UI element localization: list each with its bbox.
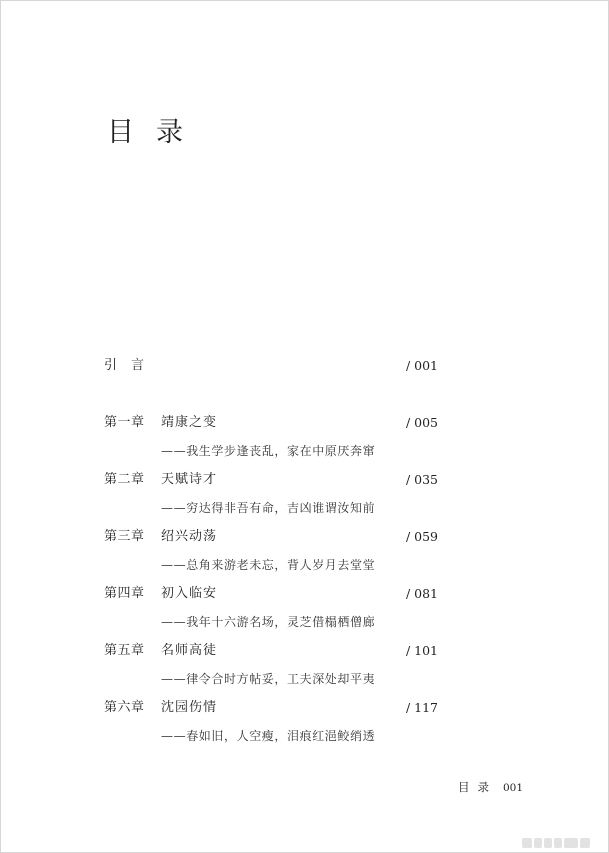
toc-subtitle-chapter-1	[104, 443, 438, 461]
toc-subtitle-chapter-4	[104, 614, 438, 632]
toc-page-number: / 059	[405, 529, 438, 544]
toc-entry-chapter-5[interactable]	[104, 643, 438, 661]
toc-chapter-number: 第六章	[104, 700, 145, 715]
toc-chapter-number: 第四章	[104, 586, 145, 601]
toc-entry-chapter-4[interactable]	[104, 586, 438, 604]
footer-page-number: 001	[503, 782, 524, 794]
toc-page-number: / 101	[405, 643, 438, 658]
toc-page-number: / 001	[405, 358, 438, 373]
toc-page-number: / 117	[405, 700, 438, 715]
toc-chapter-subtitle: ——我年十六游名场，灵芝借榻栖僧廊	[161, 615, 376, 629]
toc-chapter-title: 沈园伤情	[161, 700, 218, 715]
toc-subtitle-chapter-3	[104, 557, 438, 575]
toc-entry-chapter-1[interactable]	[104, 415, 438, 433]
toc-entry-chapter-2[interactable]	[104, 472, 438, 490]
toc-page-number: / 005	[405, 415, 438, 430]
toc-chapter-subtitle: ——我生学步逢丧乱，家在中原厌奔窜	[161, 444, 376, 458]
toc-entry-chapter-3[interactable]	[104, 529, 438, 547]
watermark-logo	[522, 832, 602, 846]
page-title: 目录	[107, 117, 205, 148]
toc-subtitle-chapter-6	[104, 728, 438, 746]
footer-label: 目录	[458, 780, 497, 794]
page-footer	[458, 779, 523, 795]
toc-chapter-subtitle: ——穷达得非吾有命，吉凶谁谓汝知前	[161, 501, 376, 515]
toc-entry-chapter-6[interactable]	[104, 700, 438, 718]
toc-chapter-subtitle: ——总角来游老未忘，背人岁月去堂堂	[161, 558, 376, 572]
toc-chapter-title: 靖康之变	[161, 415, 218, 430]
toc-subtitle-chapter-2	[104, 500, 438, 518]
toc-chapter-number: 第二章	[104, 472, 145, 487]
toc-chapter-number: 第五章	[104, 643, 145, 658]
toc-chapter-title: 天赋诗才	[161, 472, 218, 487]
toc-intro-label: 引言	[104, 358, 159, 373]
toc-entry-intro[interactable]	[104, 358, 438, 376]
toc-chapter-title: 初入临安	[161, 586, 218, 601]
toc-chapter-title: 名师高徒	[161, 643, 218, 658]
toc-chapter-number: 第一章	[104, 415, 145, 430]
toc-page-number: / 081	[405, 586, 438, 601]
toc-subtitle-chapter-5	[104, 671, 438, 689]
toc-page-number: / 035	[405, 472, 438, 487]
toc-chapter-number: 第三章	[104, 529, 145, 544]
toc-chapter-subtitle: ——春如旧，人空瘦，泪痕红浥鲛绡透	[161, 729, 376, 743]
toc-chapter-title: 绍兴动荡	[161, 529, 218, 544]
toc-chapter-subtitle: ——律令合时方帖妥，工夫深处却平夷	[161, 672, 376, 686]
